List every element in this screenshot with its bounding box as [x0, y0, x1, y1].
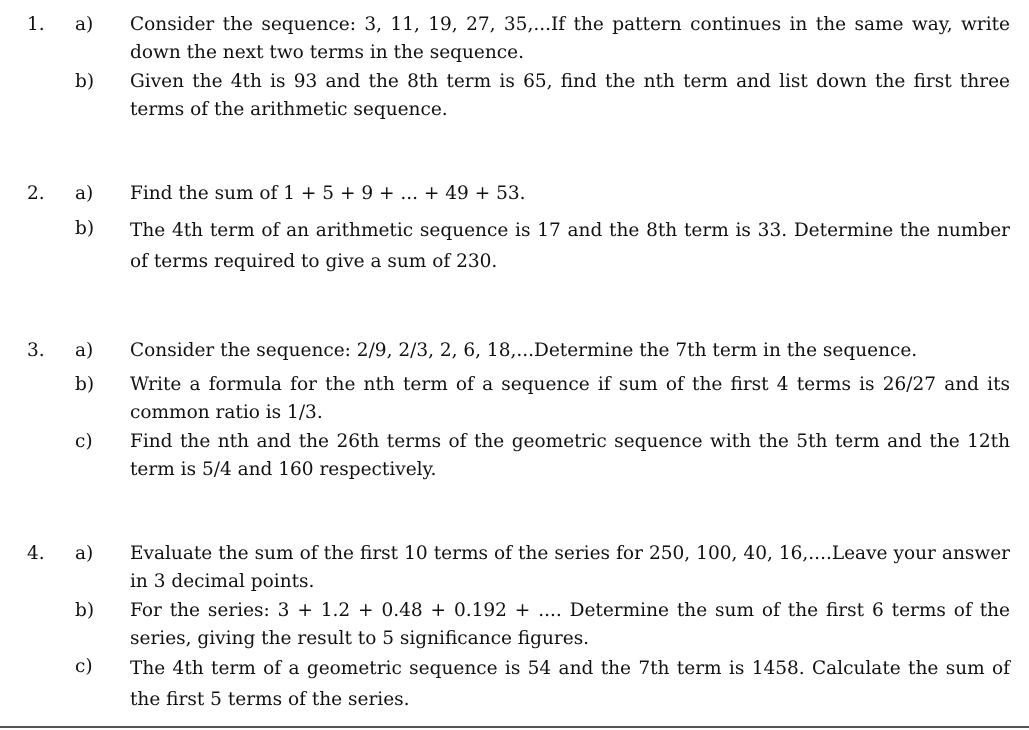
part-label: b)	[75, 374, 95, 395]
part-label: c)	[75, 656, 93, 677]
part-text: Consider the sequence: 2/9, 2/3, 2, 6, 18,...Determine the 7th term in the sequence.	[130, 340, 918, 361]
question-number: 3.	[27, 340, 45, 361]
page-bottom-border	[0, 726, 1029, 728]
part-text: Evaluate the sum of the first 10 terms of the series for 250, 100, 40, 16,....Leave your answer in 3 decimal points.	[130, 543, 1010, 592]
part-label: a)	[75, 543, 94, 564]
question-number: 1.	[27, 14, 45, 35]
part-text: Find the nth and the 26th terms of the geometric sequence with the 5th term and the 12th term is 5/4 and 160 respectively.	[130, 431, 1010, 480]
part-label: a)	[75, 14, 94, 35]
part-text: The 4th term of an arithmetic sequence is 17 and the 8th term is 33. Determine the number of terms required to give a sum of 230.	[130, 220, 1010, 272]
part-label: a)	[75, 183, 94, 204]
part-label: b)	[75, 600, 95, 621]
part-text: Write a formula for the nth term of a sequence if sum of the first 4 terms is 26/27 and its common ratio is 1/3.	[130, 374, 1010, 423]
part-label: a)	[75, 340, 94, 361]
part-label: b)	[75, 71, 95, 92]
part-text: The 4th term of a geometric sequence is 54 and the 7th term is 1458. Calculate the sum of the first 5 terms of the series.	[130, 658, 1010, 710]
question-number: 4.	[27, 543, 45, 564]
question-number: 2.	[27, 183, 45, 204]
part-text: Consider the sequence: 3, 11, 19, 27, 35,...If the pattern continues in the same way, write down the next two terms in the sequence.	[130, 14, 1010, 63]
part-label: c)	[75, 431, 93, 452]
part-text: For the series: 3 + 1.2 + 0.48 + 0.192 + .... Determine the sum of the first 6 terms of the series, giving the result to 5 significance figures.	[130, 600, 1010, 649]
part-text: Given the 4th is 93 and the 8th term is 65, find the nth term and list down the first three terms of the arithmetic sequence.	[130, 71, 1010, 120]
part-label: b)	[75, 218, 95, 239]
part-text: Find the sum of 1 + 5 + 9 + ... + 49 + 53.	[130, 183, 526, 204]
